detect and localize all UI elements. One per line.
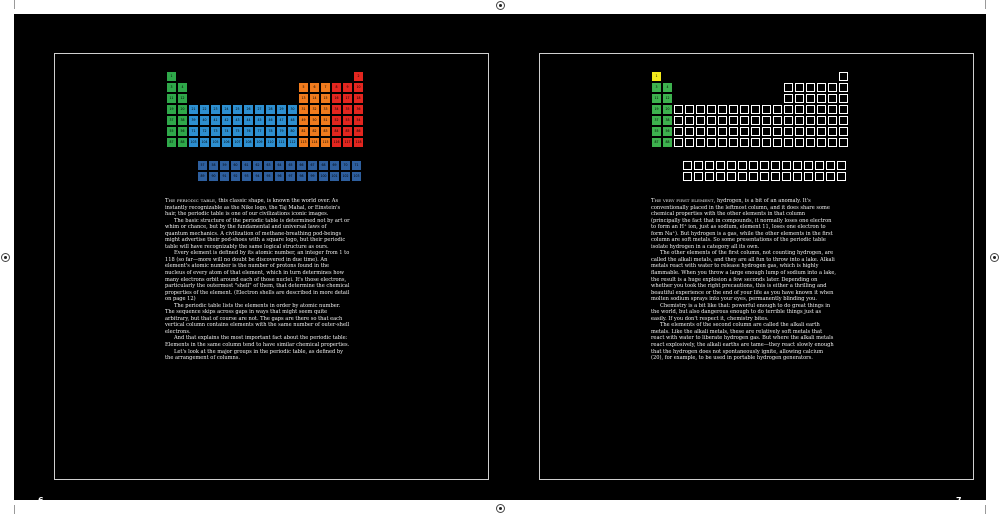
element-cell: 99 — [308, 172, 317, 181]
element-cell: 6 — [310, 83, 319, 92]
element-cell — [751, 138, 760, 147]
element-cell: 90 — [209, 172, 218, 181]
element-cell — [762, 105, 771, 114]
element-cell: 38 — [663, 116, 672, 125]
element-cell: 110 — [266, 138, 275, 147]
element-cell: 4 — [178, 83, 187, 92]
element-cell — [685, 105, 694, 114]
element-cell: 76 — [244, 127, 253, 136]
element-cell — [817, 83, 826, 92]
element-cell: 55 — [652, 127, 661, 136]
element-cell: 21 — [189, 105, 198, 114]
element-cell: 2 — [354, 72, 363, 81]
element-cell — [694, 161, 703, 170]
element-cell — [760, 172, 769, 181]
element-cell: 112 — [288, 138, 297, 147]
element-cell — [795, 138, 804, 147]
element-cell — [674, 138, 683, 147]
element-cell: 15 — [321, 94, 330, 103]
page-number-left: 6 — [38, 496, 44, 505]
element-cell — [795, 127, 804, 136]
element-cell: 68 — [319, 161, 328, 170]
element-cell: 52 — [332, 116, 341, 125]
element-cell: 73 — [211, 127, 220, 136]
book-spread — [14, 14, 986, 505]
element-cell — [716, 161, 725, 170]
element-cell: 60 — [231, 161, 240, 170]
element-cell: 49 — [299, 116, 308, 125]
element-cell: 19 — [652, 105, 661, 114]
element-cell: 55 — [167, 127, 176, 136]
element-cell — [760, 161, 769, 170]
element-cell: 50 — [310, 116, 319, 125]
element-cell: 26 — [244, 105, 253, 114]
element-cell: 32 — [310, 105, 319, 114]
element-cell — [806, 94, 815, 103]
element-cell: 82 — [310, 127, 319, 136]
element-cell — [740, 105, 749, 114]
element-cell — [828, 127, 837, 136]
element-cell: 56 — [178, 127, 187, 136]
element-cell: 39 — [189, 116, 198, 125]
page-number-right: 7 — [956, 496, 962, 505]
element-cell — [718, 105, 727, 114]
element-cell: 23 — [211, 105, 220, 114]
element-cell — [707, 127, 716, 136]
element-cell — [837, 161, 846, 170]
paragraph: The elements of the second column are called the alkali earth metals. Like the alkali metals, these are relatively soft metals that react with water to liberate hydrogen gas. But where the alkali metals react explosively, the alkali earths are tame—they react slowly enough that the hydrogen does not spontaneously ignite, allowing calcium (20), for example, to be used in portable hydrogen generators. — [651, 322, 834, 362]
element-cell — [784, 83, 793, 92]
element-cell — [751, 105, 760, 114]
element-cell: 44 — [244, 116, 253, 125]
element-cell: 27 — [255, 105, 264, 114]
element-cell — [685, 116, 694, 125]
element-cell — [804, 161, 813, 170]
element-cell: 88 — [178, 138, 187, 147]
element-cell: 42 — [222, 116, 231, 125]
element-cell: 46 — [266, 116, 275, 125]
element-cell — [784, 105, 793, 114]
element-cell: 18 — [354, 94, 363, 103]
element-cell: 77 — [255, 127, 264, 136]
element-cell: 33 — [321, 105, 330, 114]
element-cell — [707, 105, 716, 114]
element-cell — [784, 127, 793, 136]
element-cell — [782, 172, 791, 181]
element-cell — [784, 138, 793, 147]
element-cell: 75 — [233, 127, 242, 136]
paragraph: The basic structure of the periodic table is determined not by art or whim or chance, but by the fundamental and universal laws of quantum mechanics. A civilization of methane-breathing pod-beings might advertise their pod-shoes with a square logo, but their periodic table will have recognizably the same logical structure as ours. — [165, 217, 350, 250]
element-cell — [738, 172, 747, 181]
registration-mark-left — [1, 253, 10, 262]
element-cell: 25 — [233, 105, 242, 114]
element-cell — [806, 105, 815, 114]
element-cell: 96 — [275, 172, 284, 181]
element-cell: 81 — [299, 127, 308, 136]
element-cell: 84 — [332, 127, 341, 136]
element-cell: 70 — [341, 161, 350, 170]
element-cell: 4 — [663, 83, 672, 92]
element-cell: 45 — [255, 116, 264, 125]
element-cell — [771, 161, 780, 170]
element-cell: 11 — [652, 94, 661, 103]
element-cell: 86 — [354, 127, 363, 136]
element-cell — [740, 138, 749, 147]
element-cell — [718, 138, 727, 147]
element-cell: 79 — [277, 127, 286, 136]
element-cell — [828, 105, 837, 114]
element-cell — [738, 161, 747, 170]
left-body-text — [165, 198, 350, 362]
element-cell: 13 — [299, 94, 308, 103]
element-cell — [795, 83, 804, 92]
element-cell: 1 — [652, 72, 661, 81]
element-cell: 41 — [211, 116, 220, 125]
element-cell: 80 — [288, 127, 297, 136]
element-cell: 78 — [266, 127, 275, 136]
element-cell — [696, 127, 705, 136]
element-cell — [751, 116, 760, 125]
element-cell — [839, 116, 848, 125]
element-cell — [837, 172, 846, 181]
element-cell: 30 — [288, 105, 297, 114]
element-cell: 47 — [277, 116, 286, 125]
element-cell: 48 — [288, 116, 297, 125]
paragraph: And that explains the most important fact about the periodic table: Elements in the same column tend to have similar chemical properties. — [165, 335, 350, 349]
element-cell — [751, 127, 760, 136]
element-cell — [707, 116, 716, 125]
element-cell — [817, 116, 826, 125]
element-cell: 63 — [264, 161, 273, 170]
element-cell: 65 — [286, 161, 295, 170]
element-cell: 94 — [253, 172, 262, 181]
element-cell: 24 — [222, 105, 231, 114]
element-cell: 85 — [343, 127, 352, 136]
element-cell: 11 — [167, 94, 176, 103]
element-cell — [795, 105, 804, 114]
element-cell: 109 — [255, 138, 264, 147]
element-cell: 9 — [343, 83, 352, 92]
element-cell: 97 — [286, 172, 295, 181]
element-cell: 37 — [652, 116, 661, 125]
element-cell — [729, 105, 738, 114]
element-cell: 51 — [321, 116, 330, 125]
element-cell — [828, 116, 837, 125]
element-cell — [782, 161, 791, 170]
element-cell — [749, 161, 758, 170]
element-cell — [773, 138, 782, 147]
element-cell — [727, 161, 736, 170]
element-cell — [817, 94, 826, 103]
element-cell: 53 — [343, 116, 352, 125]
trim-mark — [14, 505, 15, 514]
element-cell: 98 — [297, 172, 306, 181]
element-cell: 71 — [352, 161, 361, 170]
element-cell — [839, 138, 848, 147]
element-cell: 83 — [321, 127, 330, 136]
trim-mark — [985, 505, 986, 514]
element-cell: 95 — [264, 172, 273, 181]
element-cell: 92 — [231, 172, 240, 181]
element-cell — [773, 116, 782, 125]
element-cell — [839, 83, 848, 92]
element-cell — [729, 116, 738, 125]
element-cell — [685, 127, 694, 136]
element-cell — [705, 172, 714, 181]
element-cell — [806, 83, 815, 92]
element-cell: 3 — [167, 83, 176, 92]
element-cell: 74 — [222, 127, 231, 136]
element-cell — [815, 172, 824, 181]
element-cell: 20 — [663, 105, 672, 114]
element-cell — [705, 161, 714, 170]
element-cell — [839, 105, 848, 114]
element-cell: 16 — [332, 94, 341, 103]
element-cell — [804, 172, 813, 181]
element-cell: 103 — [189, 138, 198, 147]
element-cell: 14 — [310, 94, 319, 103]
element-cell: 61 — [242, 161, 251, 170]
element-cell — [696, 105, 705, 114]
element-cell — [784, 94, 793, 103]
element-cell — [716, 172, 725, 181]
element-cell — [740, 116, 749, 125]
element-cell — [694, 172, 703, 181]
element-cell: 106 — [222, 138, 231, 147]
element-cell — [762, 127, 771, 136]
element-cell: 28 — [266, 105, 275, 114]
paragraph: Every element is defined by its atomic number, an integer from 1 to 118 (so far—more will no doubt be discovered in due time). An element's atomic number is the number of protons found in the nucleus of every atom of that element, which in turn determines how many electrons orbit around each of those nuclei. It's those electrons, particularly the outermost "shell" of them, that determine the chemical properties of the element. (Electron shells are described in more detail on page 12) — [165, 250, 350, 303]
element-cell: 114 — [310, 138, 319, 147]
element-cell: 100 — [319, 172, 328, 181]
element-cell: 22 — [200, 105, 209, 114]
element-cell — [828, 83, 837, 92]
element-cell — [793, 172, 802, 181]
element-cell: 5 — [299, 83, 308, 92]
element-cell — [806, 116, 815, 125]
element-cell: 64 — [275, 161, 284, 170]
right-body-text — [651, 198, 836, 362]
element-cell: 34 — [332, 105, 341, 114]
element-cell — [683, 161, 692, 170]
element-cell: 89 — [198, 172, 207, 181]
element-cell — [795, 94, 804, 103]
element-cell — [839, 72, 848, 81]
element-cell — [762, 138, 771, 147]
element-cell: 29 — [277, 105, 286, 114]
element-cell: 54 — [354, 116, 363, 125]
element-cell — [817, 105, 826, 114]
element-cell — [674, 127, 683, 136]
paragraph: Let's look at the major groups in the periodic table, as defined by the arrangement of columns. — [165, 348, 344, 362]
element-cell — [839, 127, 848, 136]
element-cell: 58 — [209, 161, 218, 170]
element-cell: 35 — [343, 105, 352, 114]
element-cell: 20 — [178, 105, 187, 114]
element-cell: 113 — [299, 138, 308, 147]
element-cell: 118 — [354, 138, 363, 147]
element-cell: 57 — [198, 161, 207, 170]
element-cell: 67 — [308, 161, 317, 170]
element-cell: 36 — [354, 105, 363, 114]
element-cell — [773, 127, 782, 136]
element-cell: 105 — [211, 138, 220, 147]
element-cell: 87 — [652, 138, 661, 147]
element-cell — [762, 116, 771, 125]
element-cell: 111 — [277, 138, 286, 147]
element-cell — [793, 161, 802, 170]
element-cell: 40 — [200, 116, 209, 125]
element-cell — [828, 94, 837, 103]
element-cell: 59 — [220, 161, 229, 170]
element-cell: 62 — [253, 161, 262, 170]
element-cell: 56 — [663, 127, 672, 136]
element-cell — [674, 116, 683, 125]
element-cell: 10 — [354, 83, 363, 92]
element-cell — [815, 161, 824, 170]
registration-mark-right — [990, 253, 999, 262]
element-cell: 117 — [343, 138, 352, 147]
element-cell — [718, 116, 727, 125]
element-cell: 93 — [242, 172, 251, 181]
element-cell: 103 — [352, 172, 361, 181]
element-cell — [806, 138, 815, 147]
element-cell — [707, 138, 716, 147]
element-cell: 72 — [200, 127, 209, 136]
registration-mark-bottom — [496, 504, 505, 513]
element-cell: 69 — [330, 161, 339, 170]
element-cell — [806, 127, 815, 136]
element-cell: 66 — [297, 161, 306, 170]
element-cell — [674, 105, 683, 114]
element-cell: 12 — [178, 94, 187, 103]
element-cell: 116 — [332, 138, 341, 147]
element-cell: 91 — [220, 172, 229, 181]
element-cell — [683, 172, 692, 181]
element-cell — [795, 116, 804, 125]
element-cell: 43 — [233, 116, 242, 125]
element-cell: 8 — [332, 83, 341, 92]
element-cell: 87 — [167, 138, 176, 147]
element-cell: 1 — [167, 72, 176, 81]
element-cell — [826, 172, 835, 181]
element-cell — [749, 172, 758, 181]
element-cell: 71 — [189, 127, 198, 136]
element-cell — [727, 172, 736, 181]
element-cell — [729, 138, 738, 147]
element-cell: 12 — [663, 94, 672, 103]
paragraph: Chemistry is a bit like that: powerful enough to do great things in the world, but also dangerous enough to do terrible things just as easily. If you don't respect it, chemistry bites. — [651, 302, 831, 322]
element-cell: 3 — [652, 83, 661, 92]
element-cell — [685, 138, 694, 147]
element-cell — [817, 127, 826, 136]
element-cell: 88 — [663, 138, 672, 147]
trim-mark — [14, 0, 15, 9]
paragraph: The periodic table lists the elements in order by atomic number. The sequence skips across gaps in ways that might seem quite arbitrary, but that of course are not. The gaps are there so that each vertical column contains elements with the same number of outer-shell electrons. — [165, 302, 350, 335]
element-cell: 101 — [330, 172, 339, 181]
paragraph: The very first element, hydrogen, is a bit of an anomaly. It's conventionally placed in the leftmost column, and it does share some chemical properties with the other elements in that column (principally the fact that in compounds, it normally loses one electron to form an H⁺ ion, just as sodium, element 11, loses one electron to form Na⁺). But hydrogen is a gas, while the other elements in the first column are soft metals. So some presentations of the periodic table isolate hydrogen in a category all its own. — [651, 198, 833, 250]
element-cell: 104 — [200, 138, 209, 147]
registration-mark-top — [496, 1, 505, 10]
element-cell — [696, 116, 705, 125]
element-cell — [771, 172, 780, 181]
element-cell — [740, 127, 749, 136]
element-cell: 19 — [167, 105, 176, 114]
element-cell — [696, 138, 705, 147]
element-cell — [784, 116, 793, 125]
element-cell: 108 — [244, 138, 253, 147]
element-cell: 37 — [167, 116, 176, 125]
element-cell: 17 — [343, 94, 352, 103]
paragraph: The periodic table, this classic shape, is known the world over. As instantly recognizable as the Nike logo, the Taj Mahal, or Einstein's hair, the periodic table is one of our civilizations iconic images. — [165, 198, 341, 218]
trim-mark — [985, 0, 986, 9]
element-cell — [773, 105, 782, 114]
element-cell — [729, 127, 738, 136]
element-cell: 102 — [341, 172, 350, 181]
element-cell — [817, 138, 826, 147]
element-cell — [718, 127, 727, 136]
element-cell — [826, 161, 835, 170]
element-cell: 38 — [178, 116, 187, 125]
element-cell: 107 — [233, 138, 242, 147]
paragraph: The other elements of the first column, not counting hydrogen, are called the alkali metals, and they are all fun to throw into a lake. Alkali metals react with water to release hydrogen gas, which is highly flammable. When you throw a large enough lump of sodium into a lake, the result is a huge explosion a few seconds later. Depending on whether you took the right precautions, this is either a thrilling and beautiful experience or the end of your life as you have known it when molten sodium sprays into your eyes, permanently blinding you. — [651, 250, 836, 303]
element-cell — [828, 138, 837, 147]
element-cell: 31 — [299, 105, 308, 114]
element-cell: 115 — [321, 138, 330, 147]
element-cell: 7 — [321, 83, 330, 92]
element-cell — [839, 94, 848, 103]
